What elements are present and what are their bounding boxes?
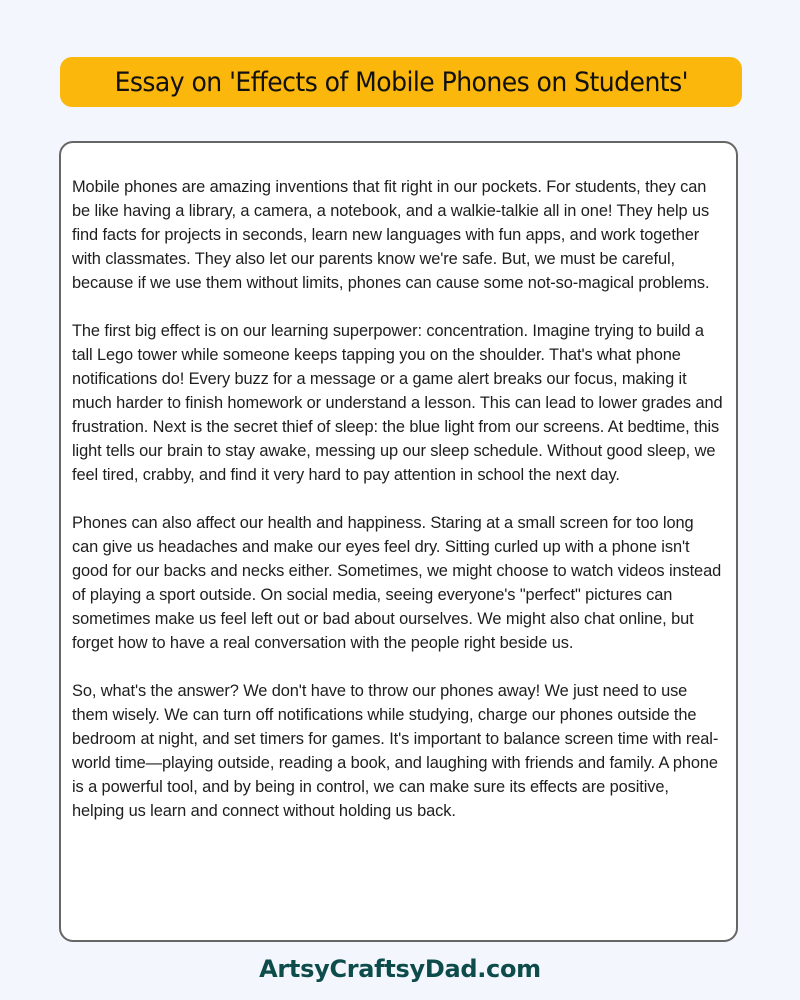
essay-paragraph-concentration-sleep: The first big effect is on our learning superpower: concentration. Imagine trying to build a tall Lego tower while someone keeps tapping you on the shoulder. That's what phone notifications do! Every buzz for a message or a game alert breaks our focus, making it much harder to finish homework or understand a lesson. This can lead to lower grades and frustration. Next is the secret thief of sleep: the blue light from our screens. At bedtime, this light tells our brain to stay awake, messing up our sleep schedule. Without good sleep, we feel tired, crabby, and find it very hard to pay attention in school the next day. xyxy=(72,322,723,484)
footer-brand: ArtsyCraftsyDad.com xyxy=(259,955,541,983)
essay-card xyxy=(59,141,738,942)
essay-paragraph-conclusion: So, what's the answer? We don't have to throw our phones away! We just need to use them wisely. We can turn off notifications while studying, charge our phones outside the bedroom at night, and set timers for games. It's important to balance screen time with real-world time—playing outside, reading a book, and laughing with friends and family. A phone is a powerful tool, and by being in control, we can make sure its effects are positive, helping us learn and connect without holding us back. xyxy=(72,682,719,820)
essay-paragraph-health-happiness: Phones can also affect our health and happiness. Staring at a small screen for too long can give us headaches and make our eyes feel dry. Sitting curled up with a phone isn't good for our backs and necks either. Sometimes, we might choose to watch videos instead of playing a sport outside. On social media, seeing everyone's "perfect" pictures can sometimes make us feel left out or bad about ourselves. We might also chat online, but forget how to have a real conversation with the people right beside us. xyxy=(72,514,722,652)
title-banner xyxy=(60,57,742,107)
essay-paragraph-intro: Mobile phones are amazing inventions that fit right in our pockets. For students, they can be like having a library, a camera, a notebook, and a walkie-talkie all in one! They help us find facts for projects in seconds, learn new languages with fun apps, and work together with classmates. They also let our parents know we're safe. But, we must be careful, because if we use them without limits, phones can cause some not-so-magical problems. xyxy=(72,178,710,292)
page-title: Essay on 'Effects of Mobile Phones on Students' xyxy=(114,66,688,98)
